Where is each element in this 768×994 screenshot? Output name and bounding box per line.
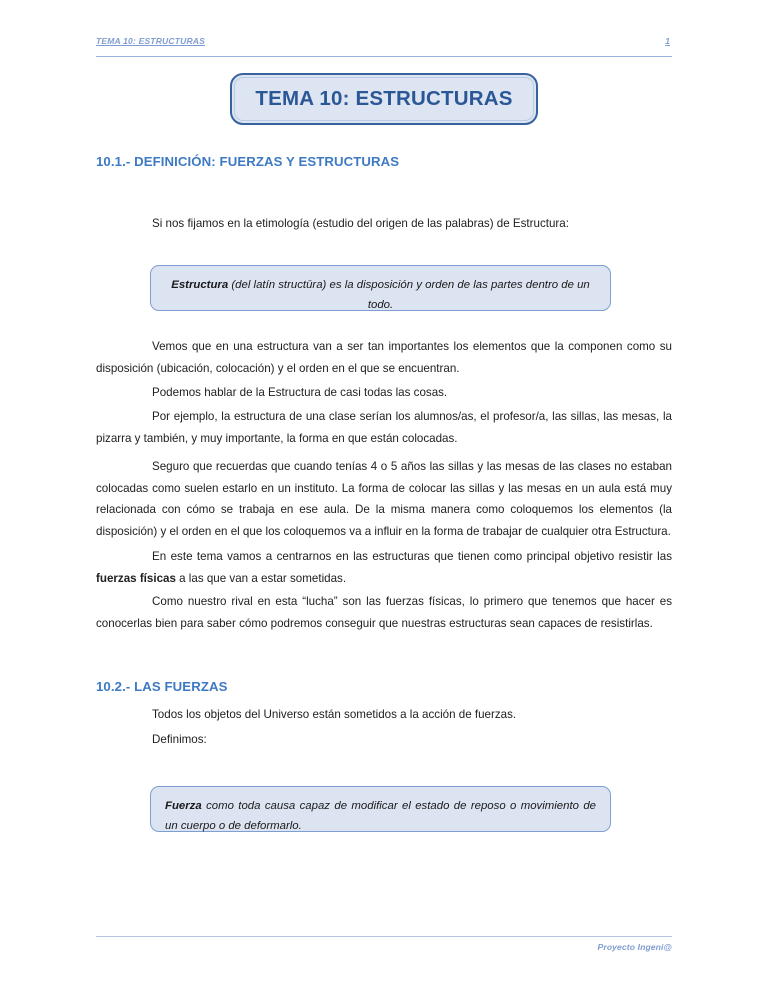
definition-box-fuerza — [150, 786, 611, 832]
title-banner-wrap — [0, 73, 768, 125]
paragraph-por-ejemplo: Por ejemplo, la estructura de una clase serían los alumnos/as, el profesor/a, las sillas, las mesas, la pizarra y también, y muy importante, la forma en que están colocadas. — [96, 410, 672, 445]
definition-body-estructura: (del latín structūra) es la disposición y orden de las partes dentro de un todo. — [228, 279, 590, 311]
page-header — [96, 36, 672, 57]
paragraph-en-este-tema-part2: a las que van a estar sometidas. — [175, 571, 347, 585]
definition-text-fuerza — [165, 796, 596, 836]
definition-body-fuerza: como toda causa capaz de modificar el estado de reposo o movimiento de un cuerpo o de deformarlo. — [165, 800, 596, 832]
section-heading-10-2: 10.2.- LAS FUERZAS — [96, 679, 228, 694]
paragraph-en-este-tema — [96, 546, 672, 589]
title-banner — [230, 73, 538, 125]
definition-term-fuerza: Fuerza — [165, 800, 202, 812]
paragraph-seguro: Seguro que recuerdas que cuando tenías 4 o 5 años las sillas y las mesas de las clases no estaban colocadas como suelen estarlo en un instituto. La forma de colocar las sillas y las mesas en un aula está muy relacionada con cómo se trabaja en ese aula. De la misma manera como coloquemos los elementos (la disposición) y el orden en el que los coloquemos va a influir en la forma de trabajar de cualquier otra Estructura. — [96, 460, 672, 538]
header-document-title: TEMA 10: ESTRUCTURAS — [96, 36, 205, 46]
definition-text-estructura — [165, 275, 596, 315]
paragraph-en-este-tema-part1: En este tema vamos a centrarnos en las estructuras que tienen como principal objetivo resistir las — [152, 550, 672, 563]
paragraph-podemos: Podemos hablar de la Estructura de casi todas las cosas. — [152, 386, 448, 399]
paragraph-etimologia: Si nos fijamos en la etimología (estudio del origen de las palabras) de Estructura: — [152, 217, 569, 230]
paragraph-definimos: Definimos: — [152, 733, 207, 746]
page-footer — [96, 936, 672, 962]
header-page-number: 1 — [665, 36, 670, 46]
footer-project-name: Proyecto Ingeni@ — [597, 942, 672, 952]
definition-term-estructura: Estructura — [171, 279, 229, 291]
paragraph-vemos: Vemos que en una estructura van a ser tan importantes los elementos que la componen como su disposición (ubicación, colocación) y el orden en el que se encuentran. — [96, 340, 672, 375]
paragraph-como-rival: Como nuestro rival en esta “lucha” son las fuerzas físicas, lo primero que tenemos que hacer es conocerlas bien para saber cómo podremos conseguir que nuestras estructuras sean capaces de resistirlas. — [96, 595, 672, 630]
definition-box-estructura — [150, 265, 611, 311]
paragraph-todos-objetos: Todos los objetos del Universo están sometidos a la acción de fuerzas. — [152, 708, 517, 721]
section-heading-10-1: 10.1.- DEFINICIÓN: FUERZAS Y ESTRUCTURAS — [96, 154, 400, 169]
page-title: TEMA 10: ESTRUCTURAS — [255, 87, 513, 110]
paragraph-en-este-tema-emphasis: fuerzas físicas — [96, 571, 176, 585]
